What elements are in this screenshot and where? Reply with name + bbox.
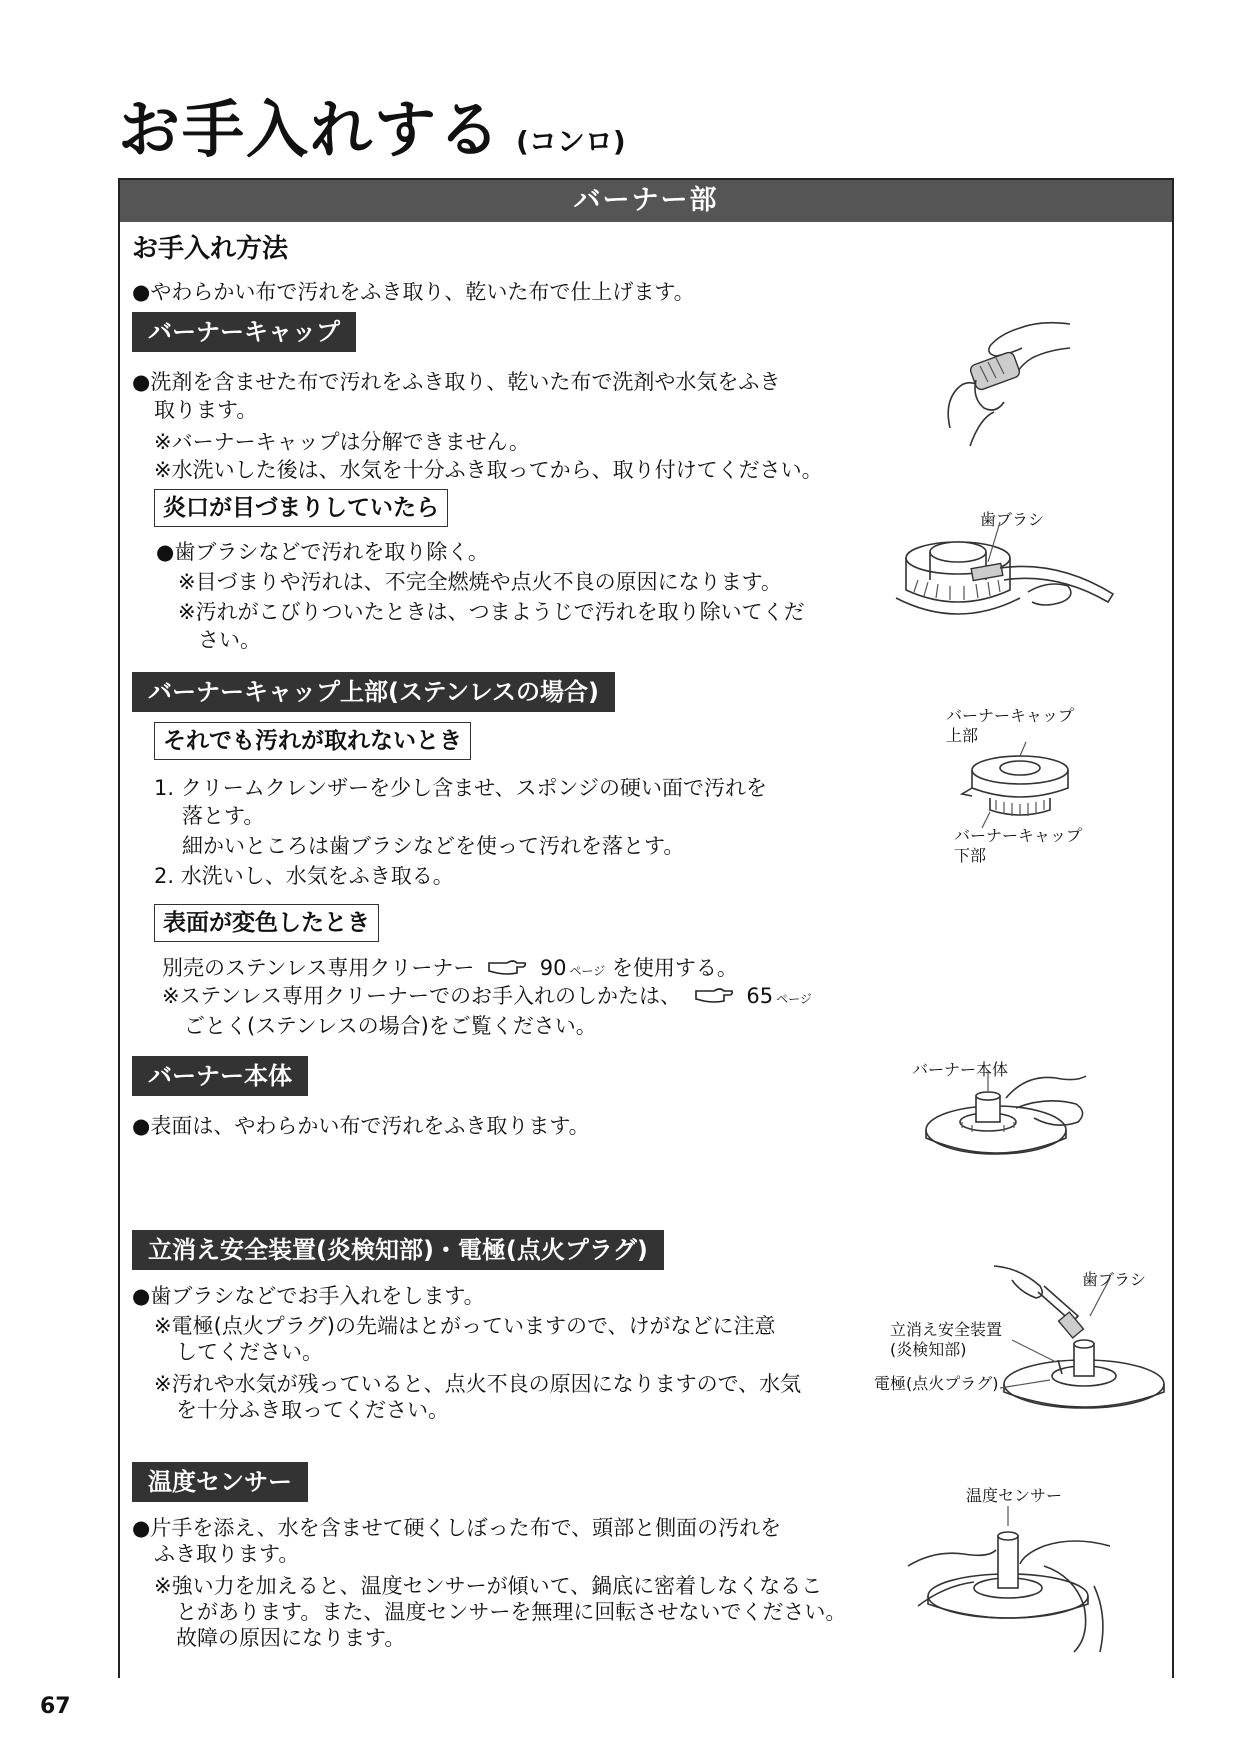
label-burner-cap: バーナーキャップ [132,312,356,352]
page-number: 67 [40,1694,71,1719]
page-title [118,80,626,169]
burner-cap-line-2: 取ります。 [154,398,258,422]
ref-page-65[interactable]: 65 ページ [746,984,812,1008]
clog-line-3: ※汚れがこびりついたときは、つまようじで汚れを取り除いてくだ [178,600,805,624]
intro-bullet: ●やわらかい布で汚れをふき取り、乾いた布で仕上げます。 [132,280,695,304]
stubborn-line-1: 1. クリームクレンザーを少し含ませ、スポンジの硬い面で汚れを [154,776,768,800]
fig-label-cap-bottom-1: バーナーキャップ [954,826,1083,845]
discolor-line-1-b: を使用する。 [611,956,738,980]
discolor-line-1-a: 別売のステンレス専用クリーナー [162,956,475,980]
burner-cap-parts-illustration [960,736,1090,836]
clog-line-2: ※目づまりや汚れは、不完全燃焼や点火不良の原因になります。 [178,570,782,594]
fig-label-cap-top-2: 上部 [946,726,979,745]
temp-sensor-illustration [904,1506,1114,1656]
pointing-hand-icon [694,983,734,1012]
discolor-line-2-a: ※ステンレス専用クリーナーでのお手入れのしかたは、 [162,984,681,1008]
pointing-hand-icon [487,955,527,984]
sensor-line-3: ※強い力を加えると、温度センサーが傾いて、鍋底に密着しなくなるこ [154,1574,823,1598]
stubborn-line-4: 2. 水洗いし、水気をふき取る。 [154,864,454,888]
label-safety-device: 立消え安全装置(炎検知部)・電極(点火プラグ) [132,1230,664,1270]
fig-label-safety-device-1: 立消え安全装置 [890,1320,1003,1339]
sensor-line-1: ●片手を添え、水を含ませて硬くしぼった布で、頭部と側面の汚れを [132,1516,782,1540]
burner-cap-hands-illustration [930,318,1080,448]
label-stubborn: それでも汚れが取れないとき [154,722,471,760]
fig-label-cap-top-1: バーナーキャップ [946,706,1075,725]
sensor-line-4: とがあります。また、温度センサーを無理に回転させないでください。 [176,1600,847,1624]
discolor-line-3: ごとく(ステンレスの場合)をご覧ください。 [184,1014,597,1038]
sensor-line-5: 故障の原因になります。 [176,1626,406,1650]
page-title-main: お手入れする [118,93,503,166]
safety-line-1: ●歯ブラシなどでお手入れをします。 [132,1284,485,1308]
burner-cap-line-1: ●洗剤を含ませた布で汚れをふき取り、乾いた布で洗剤や水気をふき [132,370,781,394]
clog-line-1: ●歯ブラシなどで汚れを取り除く。 [156,540,489,564]
section-band: バーナー部 [120,180,1172,222]
burner-body-line: ●表面は、やわらかい布で汚れをふき取ります。 [132,1114,590,1138]
fig-label-burner-body: バーナー本体 [912,1060,1009,1079]
safety-device-illustration [990,1262,1170,1422]
fig-label-toothbrush: 歯ブラシ [980,510,1045,529]
sensor-line-2: ふき取ります。 [154,1542,300,1566]
label-burner-body: バーナー本体 [132,1056,308,1096]
fig-label-cap-bottom-2: 下部 [954,846,987,865]
burner-cap-note-1: ※バーナーキャップは分解できません。 [154,430,530,454]
page-title-sub: (コンロ) [516,125,626,158]
safety-line-3: してください。 [176,1340,323,1364]
stubborn-line-2: 落とす。 [182,804,265,828]
clog-line-4: さい。 [198,628,261,652]
discolor-line-2 [162,982,812,1013]
label-discolor: 表面が変色したとき [154,904,379,942]
fig-label-electrode: 電極(点火プラグ) [874,1374,999,1393]
fig-label-safety-device-2: (炎検知部) [890,1340,967,1359]
stubborn-line-3: 細かいところは歯ブラシなどを使って汚れを落とす。 [182,834,685,858]
burner-cap-note-2: ※水洗いした後は、水気を十分ふき取ってから、取り付けてください。 [154,458,823,482]
safety-line-5: を十分ふき取ってください。 [176,1398,449,1422]
fig-label-temp-sensor: 温度センサー [966,1486,1063,1505]
ref-page-90[interactable]: 90 ページ [539,956,606,980]
fig-label-brush: 歯ブラシ [1082,1270,1147,1289]
burner-body-illustration [916,1048,1096,1168]
discolor-line-1 [162,954,738,985]
method-heading: お手入れ方法 [132,234,289,264]
label-cap-top: バーナーキャップ上部(ステンレスの場合) [132,672,615,712]
label-clogged: 炎口が目づまりしていたら [154,489,448,527]
safety-line-2: ※電極(点火プラグ)の先端はとがっていますので、けがなどに注意 [154,1314,776,1338]
safety-line-4: ※汚れや水気が残っていると、点火不良の原因になりますので、水気 [154,1372,802,1396]
label-temp-sensor: 温度センサー [132,1462,308,1502]
